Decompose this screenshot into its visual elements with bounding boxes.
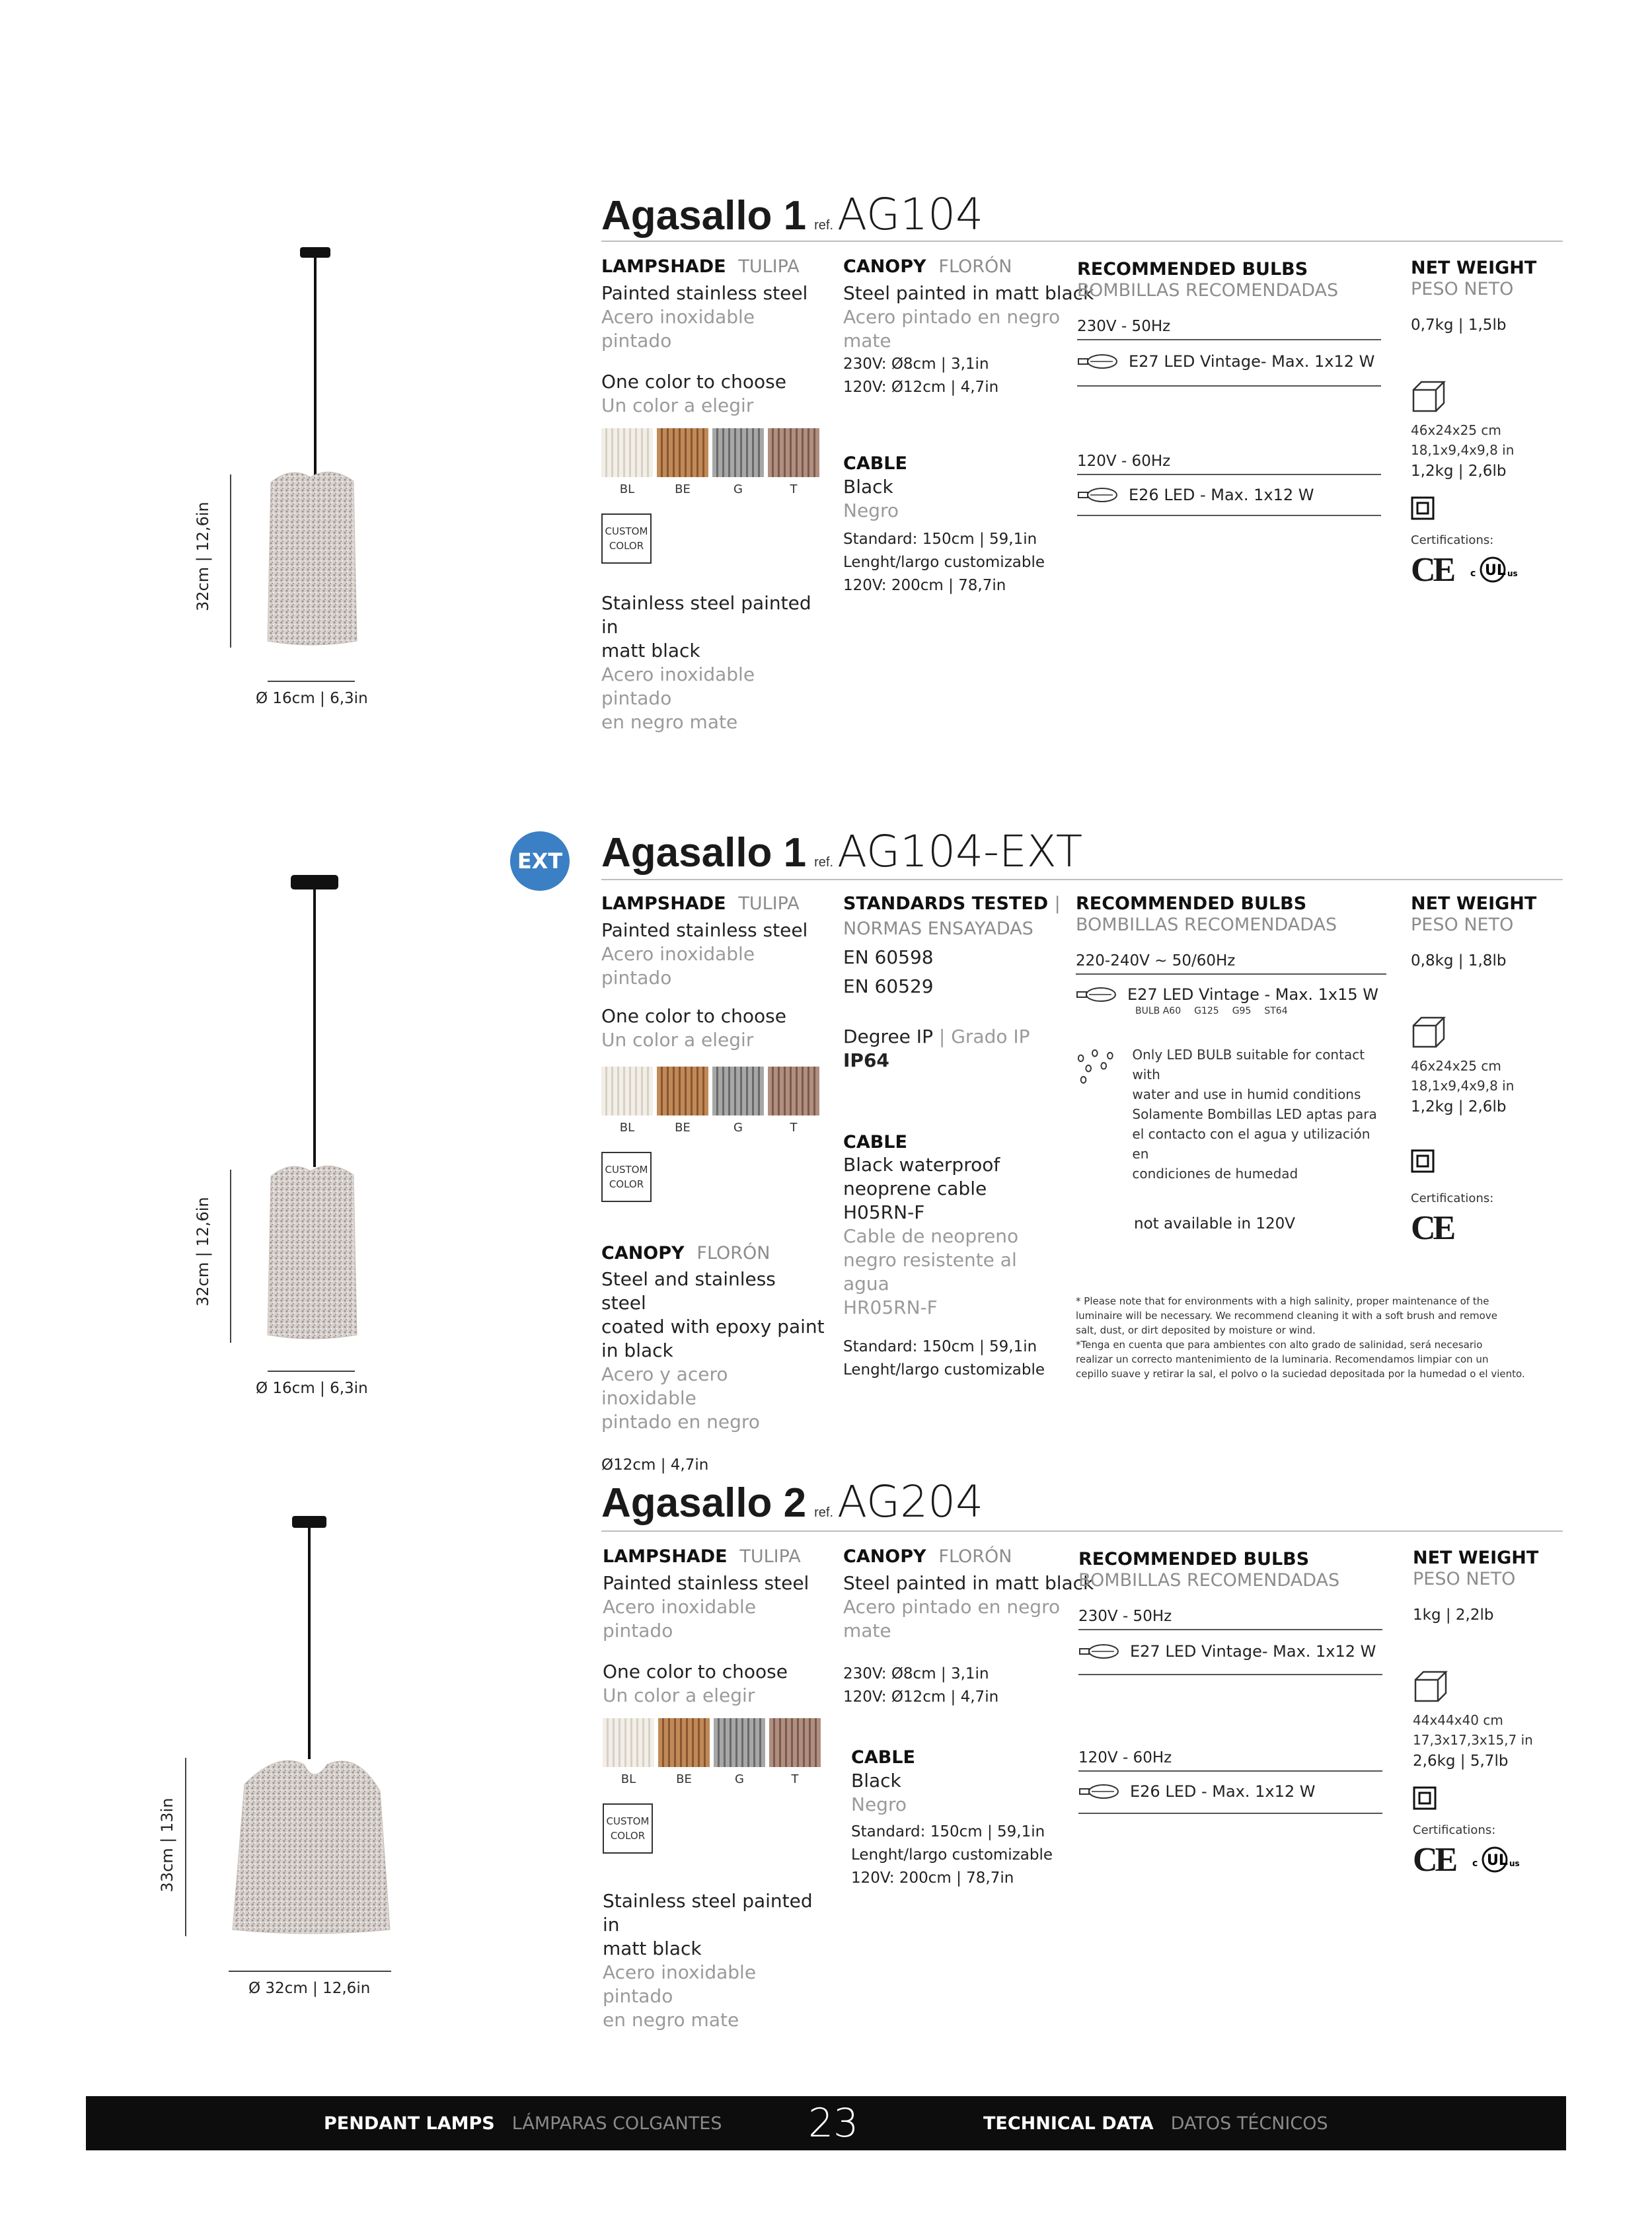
cable-customizable: Lenght/largo customizable	[851, 1846, 1053, 1864]
box-icon	[1413, 1668, 1450, 1704]
title-rule	[601, 241, 1563, 242]
canopy-material-es: Acero pintado en negro mate	[843, 306, 1061, 352]
bulb-e27-text: E27 LED Vintage- Max. 1x12 W	[1129, 352, 1375, 371]
ref-label: ref.	[814, 218, 834, 233]
bulbs-heading-es: BOMBILLAS RECOMENDADAS	[1078, 1570, 1340, 1591]
ref-code: AG104	[837, 189, 984, 240]
cable-heading: CABLE	[851, 1747, 915, 1768]
diameter-label: Ø 16cm | 6,3in	[256, 690, 368, 707]
voltage-230: 230V - 50Hz	[1078, 1608, 1382, 1630]
bulb-row-e27	[1077, 352, 1381, 371]
bulb-rule	[1077, 385, 1381, 387]
lampshade-column	[603, 1546, 827, 2032]
net-weight: 0,8kg | 1,8lb	[1411, 952, 1507, 969]
custom-color-box[interactable]: CUSTOM COLOR	[601, 513, 652, 564]
voltage-230: 230V - 50Hz	[1077, 318, 1381, 340]
canopy-heading: CANOPY FLORÓN	[843, 1546, 1012, 1567]
svg-text:c: c	[1470, 568, 1476, 580]
salinity-note: * Please note that for environments with a high salinity, proper maintenance of the luminaire will be necessary. We recommend cleaning it with a soft brush and remove salt, dust, or dirt deposited by moisture or wind.	[1076, 1295, 1497, 1336]
product-name: Agasallo 1	[601, 193, 807, 239]
diameter-dimension-line	[268, 1371, 355, 1372]
product-name: Agasallo 1	[601, 830, 807, 876]
svg-text:us: us	[1509, 1859, 1520, 1869]
svg-text:c: c	[1472, 1858, 1478, 1869]
bulb-row-e27	[1078, 1642, 1382, 1661]
color-swatches	[603, 1718, 827, 1767]
custom-color-box[interactable]: CUSTOM COLOR	[603, 1803, 653, 1854]
not-available-note: not available in 120V	[1134, 1215, 1296, 1232]
lampshade-material-es: Acero inoxidable pintado	[601, 306, 755, 352]
standard-en60529: EN 60529	[843, 975, 934, 997]
swatch-g[interactable]	[712, 1067, 764, 1115]
lampshade-material-es: Acero inoxidable pintado	[601, 943, 755, 989]
bulb-row-e27	[1076, 985, 1386, 1004]
product-name: Agasallo 2	[601, 1480, 807, 1526]
bulb-row-e26	[1078, 1782, 1382, 1801]
canopy-size-230: 230V: Ø8cm | 3,1in	[843, 356, 989, 373]
ce-mark-icon: CE	[1413, 1840, 1456, 1879]
canopy-image	[292, 1516, 326, 1528]
color-choice-es: Un color a elegir	[601, 395, 754, 417]
bulbs-column	[1078, 1549, 1382, 1814]
swatch-be[interactable]	[657, 1067, 708, 1115]
lampshade-material: Painted stainless steel	[603, 1572, 809, 1595]
swatch-t[interactable]	[768, 1067, 819, 1115]
box-icon	[1411, 378, 1448, 414]
ref-label: ref.	[814, 1505, 834, 1520]
swatch-bl[interactable]	[603, 1718, 654, 1767]
bulb-icon	[1077, 487, 1118, 503]
color-swatches	[601, 1067, 826, 1115]
ce-mark-icon: CE	[1411, 1209, 1454, 1247]
gross-weight: 1,2kg | 2,6lb	[1411, 462, 1507, 480]
weight-heading-es: PESO NETO	[1411, 279, 1514, 300]
certifications-label: Certifications:	[1411, 1191, 1494, 1205]
class-ii-icon	[1411, 1149, 1435, 1173]
lampshade-image	[225, 1745, 396, 1936]
weight-column	[1411, 893, 1563, 1248]
ul-mark-icon	[1469, 555, 1522, 584]
height-dimension-line	[230, 474, 231, 648]
cert-logos	[1413, 1840, 1565, 1879]
cable-color: Black	[843, 475, 893, 498]
cable-heading: CABLE	[843, 453, 907, 474]
standards-heading-es: NORMAS ENSAYADAS	[843, 919, 1033, 940]
cert-logos	[1411, 550, 1563, 589]
swatch-be[interactable]	[657, 428, 708, 477]
bulb-rule	[1078, 1813, 1382, 1814]
voltage-120: 120V - 60Hz	[1077, 453, 1381, 475]
height-label: 33cm | 13in	[158, 1797, 176, 1893]
svg-text:us: us	[1507, 569, 1518, 579]
product-title	[601, 1476, 984, 1527]
box-size-in: 18,1x9,4x9,8 in	[1411, 1077, 1515, 1094]
lampshade-heading: LAMPSHADE TULIPA	[601, 893, 800, 914]
cable-standard: Standard: 150cm | 59,1in	[843, 530, 1037, 548]
canopy-material: Steel painted in matt black	[843, 282, 1094, 305]
product-title	[601, 189, 984, 240]
swatch-labels: BL BE G T	[620, 1772, 799, 1787]
standards-heading: STANDARDS TESTED |	[843, 893, 1061, 914]
canopy-size-120: 120V: Ø12cm | 4,7in	[843, 1688, 999, 1706]
box-size-in: 18,1x9,4x9,8 in	[1411, 441, 1515, 458]
footer-section-left: PENDANT LAMPS LÁMPARAS COLGANTES	[324, 2113, 722, 2134]
swatch-bl[interactable]	[601, 1067, 653, 1115]
box-icon	[1411, 1014, 1448, 1049]
svg-text:UL: UL	[1487, 1852, 1509, 1869]
bulb-e27-text: E27 LED Vintage- Max. 1x12 W	[1130, 1642, 1376, 1661]
diameter-dimension-line	[268, 681, 355, 682]
cable-customizable: Lenght/largo customizable	[843, 553, 1045, 571]
ip-value: IP64	[843, 1049, 889, 1071]
diameter-dimension-line	[229, 1971, 391, 1972]
canopy-image	[300, 247, 330, 258]
cable-customizable: Lenght/largo customizable	[843, 1361, 1045, 1379]
extra-finish: Stainless steel painted in matt black	[603, 1890, 813, 1960]
extra-finish-es: Acero inoxidable pintado en negro mate	[601, 663, 755, 734]
bulb-rule	[1077, 515, 1381, 516]
product-title	[601, 826, 1083, 877]
cable-description: Black waterproof neoprene cable H05RN-F	[843, 1154, 1000, 1224]
lampshade-material: Painted stainless steel	[601, 919, 808, 942]
custom-color-box[interactable]: CUSTOM COLOR	[601, 1152, 652, 1202]
cable-image	[314, 258, 317, 476]
color-choice: One color to choose	[601, 371, 786, 393]
weight-heading: NET WEIGHT	[1411, 893, 1537, 914]
canopy-column	[843, 256, 1094, 597]
height-dimension-line	[230, 1170, 231, 1343]
canopy-material-es: Acero y acero inoxidable pintado en negro	[601, 1363, 760, 1433]
voltage-120: 120V - 60Hz	[1078, 1749, 1382, 1772]
color-choice: One color to choose	[601, 1005, 786, 1028]
weight-heading-es: PESO NETO	[1413, 1569, 1516, 1590]
box-size-cm: 46x24x25 cm	[1411, 1057, 1501, 1074]
title-rule	[601, 879, 1563, 880]
lampshade-column	[601, 893, 826, 1477]
standards-column	[843, 893, 1068, 1382]
swatch-bl[interactable]	[601, 428, 653, 477]
box-size-cm: 44x44x40 cm	[1413, 1712, 1503, 1728]
swatch-g[interactable]	[714, 1718, 765, 1767]
extra-finish-es: Acero inoxidable pintado en negro mate	[603, 1961, 757, 2031]
bulbs-heading-es: BOMBILLAS RECOMENDADAS	[1077, 280, 1339, 301]
bulb-e27-text: E27 LED Vintage - Max. 1x15 W	[1127, 985, 1379, 1004]
weight-column	[1411, 258, 1563, 589]
bulbs-heading: RECOMMENDED BULBS	[1078, 1549, 1310, 1569]
lampshade-material-es: Acero inoxidable pintado	[603, 1596, 757, 1642]
cable-color: Black	[851, 1769, 901, 1792]
canopy-material: Steel and stainless steel coated with epoxy paint in black	[601, 1267, 825, 1361]
color-choice-es: Un color a elegir	[601, 1029, 754, 1051]
ref-label: ref.	[814, 855, 834, 870]
bulbs-heading: RECOMMENDED BULBS	[1076, 893, 1307, 914]
ext-badge: EXT	[510, 831, 570, 891]
canopy-material: Steel painted in matt black	[843, 1572, 1094, 1595]
canopy-size: Ø12cm | 4,7in	[601, 1456, 709, 1474]
page-number: 23	[808, 2100, 859, 2146]
cable-color-es: Negro	[843, 499, 899, 521]
water-note: Only LED BULB suitable for contact with water and use in humid conditions Solamente Bombillas LED aptas para el contacto con el agua y utilización en condiciones de humedad	[1076, 1045, 1386, 1184]
diameter-label: Ø 32cm | 12,6in	[248, 1980, 371, 1997]
height-label: 32cm | 12,6in	[194, 502, 212, 611]
gross-weight: 1,2kg | 2,6lb	[1411, 1098, 1507, 1115]
lampshade-heading: LAMPSHADE TULIPA	[601, 256, 800, 277]
salinity-note-es: *Tenga en cuenta que para ambientes con alto grado de salinidad, será necesario realizar un correcto mantenimiento de la luminaria. Recomendamos limpiar con un cepillo suave y retirar la sal, el polvo o la suciedad depositada por la humedad o el viento.	[1076, 1338, 1525, 1380]
class-ii-icon	[1411, 496, 1435, 520]
cable-standard: Standard: 150cm | 59,1in	[851, 1823, 1045, 1840]
color-swatches	[601, 428, 826, 477]
cable-color-es: Negro	[851, 1793, 907, 1815]
bulb-icon	[1078, 1643, 1119, 1659]
weight-column	[1413, 1548, 1565, 1879]
color-choice-es: Un color a elegir	[603, 1684, 755, 1707]
bulb-e26-text: E26 LED - Max. 1x12 W	[1130, 1782, 1316, 1801]
cable-standard: Standard: 150cm | 59,1in	[843, 1338, 1037, 1356]
cable-image	[308, 1528, 311, 1759]
height-label: 32cm | 12,6in	[194, 1197, 212, 1306]
net-weight: 0,7kg | 1,5lb	[1411, 316, 1507, 334]
ce-mark-icon: CE	[1411, 550, 1454, 589]
cable-120v: 120V: 200cm | 78,7in	[851, 1869, 1014, 1887]
ref-code: AG104-EXT	[837, 826, 1083, 877]
color-choice: One color to choose	[603, 1661, 788, 1683]
title-rule	[601, 1530, 1563, 1532]
standard-en60598: EN 60598	[843, 946, 934, 968]
bulbs-heading-es: BOMBILLAS RECOMENDADAS	[1076, 915, 1337, 936]
weight-heading: NET WEIGHT	[1413, 1548, 1539, 1568]
box-size-cm: 46x24x25 cm	[1411, 422, 1501, 438]
cable-heading: CABLE	[843, 1131, 907, 1152]
bulbs-column	[1077, 259, 1381, 516]
svg-text:UL: UL	[1485, 562, 1507, 580]
canopy-material-es: Acero pintado en negro mate	[843, 1596, 1061, 1642]
lampshade-heading: LAMPSHADE TULIPA	[603, 1546, 801, 1567]
extra-finish: Stainless steel painted in matt black	[601, 592, 811, 662]
canopy-image	[291, 875, 338, 889]
gross-weight: 2,6kg | 5,7lb	[1413, 1752, 1509, 1770]
lampshade-column	[601, 256, 826, 734]
ul-mark-icon	[1471, 1845, 1524, 1874]
bulb-row-e26	[1077, 486, 1381, 504]
water-drops-icon	[1076, 1045, 1117, 1084]
cable-120v: 120V: 200cm | 78,7in	[843, 576, 1006, 594]
swatch-t[interactable]	[769, 1718, 821, 1767]
canopy-heading: CANOPY FLORÓN	[843, 256, 1012, 277]
weight-heading-es: PESO NETO	[1411, 915, 1514, 936]
net-weight: 1kg | 2,2lb	[1413, 1606, 1494, 1624]
bulb-icon	[1076, 987, 1117, 1002]
bulb-e26-text: E26 LED - Max. 1x12 W	[1129, 485, 1314, 504]
cable-description-es: Cable de neopreno negro resistente al agua HR05RN-F	[843, 1225, 1019, 1319]
footer-bar	[86, 2096, 1566, 2150]
box-size-in: 17,3x17,3x15,7 in	[1413, 1731, 1533, 1748]
certifications-label: Certifications:	[1411, 533, 1494, 547]
canopy-size-230: 230V: Ø8cm | 3,1in	[843, 1665, 989, 1683]
ip-degree: Degree IP | Grado IP	[843, 1025, 1030, 1047]
voltage-range: 220-240V ~ 50/60Hz	[1076, 952, 1386, 975]
ref-code: AG204	[837, 1476, 984, 1527]
footer-section-right: TECHNICAL DATA DATOS TÉCNICOS	[983, 2113, 1328, 2134]
lampshade-material: Painted stainless steel	[601, 282, 808, 305]
swatch-be[interactable]	[658, 1718, 710, 1767]
weight-heading: NET WEIGHT	[1411, 258, 1537, 278]
canopy-column	[843, 1546, 1094, 1890]
class-ii-icon	[1413, 1786, 1437, 1810]
canopy-size-120: 120V: Ø12cm | 4,7in	[843, 379, 999, 396]
swatch-t[interactable]	[768, 428, 819, 477]
bulb-rule	[1078, 1674, 1382, 1675]
lampshade-image	[264, 1156, 360, 1341]
diameter-label: Ø 16cm | 6,3in	[256, 1380, 368, 1397]
height-dimension-line	[185, 1758, 186, 1936]
lampshade-image	[264, 463, 360, 648]
bulb-types: BULB A60 G125 G95 ST64	[1135, 1005, 1288, 1016]
swatch-labels: BL BE G T	[619, 482, 798, 497]
bulbs-heading: RECOMMENDED BULBS	[1077, 259, 1308, 280]
bulb-icon	[1078, 1784, 1119, 1799]
swatch-g[interactable]	[712, 428, 764, 477]
canopy-heading: CANOPY FLORÓN	[601, 1243, 770, 1264]
certifications-label: Certifications:	[1413, 1823, 1496, 1837]
cable-image	[313, 889, 316, 1167]
swatch-labels: BL BE G T	[619, 1121, 798, 1135]
bulb-icon	[1077, 354, 1118, 369]
